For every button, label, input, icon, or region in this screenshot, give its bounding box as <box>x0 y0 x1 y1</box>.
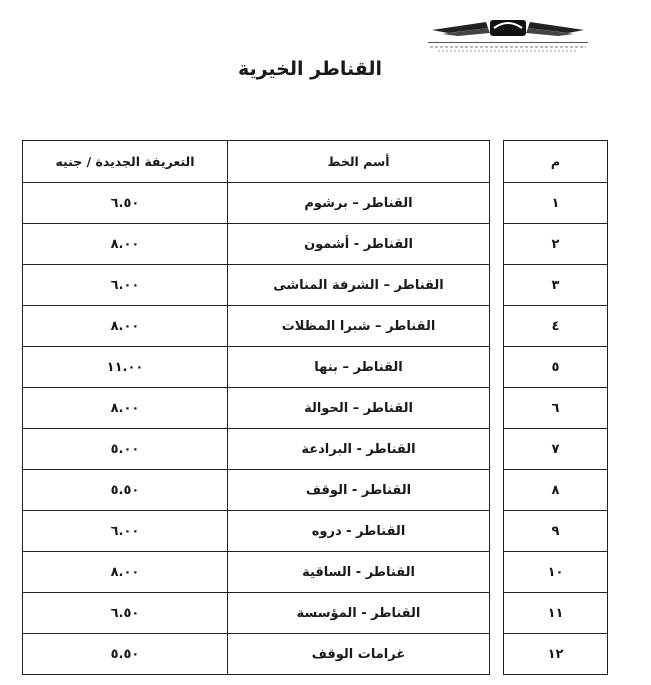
row-fare: ٨.٠٠ <box>23 224 228 265</box>
logo-caption-lines <box>428 42 588 53</box>
row-number: ١١ <box>504 593 608 634</box>
row-fare: ٦.٥٠ <box>23 183 228 224</box>
page-title: القناطر الخيرية <box>237 58 383 80</box>
header-number: م <box>504 141 608 183</box>
fares-table <box>22 140 608 675</box>
column-gap <box>490 429 504 470</box>
column-gap <box>490 306 504 347</box>
row-fare: ٥.٥٠ <box>23 634 228 675</box>
table-header-row <box>23 141 608 183</box>
column-gap <box>490 265 504 306</box>
organization-logo <box>428 16 588 54</box>
column-gap <box>490 183 504 224</box>
table-row <box>23 183 608 224</box>
row-line-name: القناطر - الوقف <box>228 470 490 511</box>
column-gap <box>490 593 504 634</box>
table-row <box>23 429 608 470</box>
table-row <box>23 224 608 265</box>
row-number: ١٢ <box>504 634 608 675</box>
column-gap <box>490 552 504 593</box>
table-row <box>23 265 608 306</box>
column-gap <box>490 470 504 511</box>
row-line-name: القناطر – الحوالة <box>228 388 490 429</box>
row-number: ١ <box>504 183 608 224</box>
table-row <box>23 388 608 429</box>
table-row <box>23 306 608 347</box>
column-gap <box>490 388 504 429</box>
row-number: ٧ <box>504 429 608 470</box>
table-row <box>23 593 608 634</box>
row-fare: ٨.٠٠ <box>23 306 228 347</box>
header-line-name: أسم الخط <box>228 141 490 183</box>
header-fare: التعريفة الجديدة / جنيه <box>23 141 228 183</box>
row-line-name: القناطر – برشوم <box>228 183 490 224</box>
column-gap <box>490 511 504 552</box>
row-number: ٨ <box>504 470 608 511</box>
row-line-name: القناطر – بنها <box>228 347 490 388</box>
table-row <box>23 511 608 552</box>
row-line-name: القناطر – الشرفة المناشى <box>228 265 490 306</box>
column-gap <box>490 224 504 265</box>
row-fare: ٦.٠٠ <box>23 265 228 306</box>
row-number: ٩ <box>504 511 608 552</box>
row-line-name: القناطر - المؤسسة <box>228 593 490 634</box>
column-gap <box>490 347 504 388</box>
row-line-name: غرامات الوقف <box>228 634 490 675</box>
row-line-name: القناطر - دروه <box>228 511 490 552</box>
table-row <box>23 634 608 675</box>
row-number: ٣ <box>504 265 608 306</box>
wings-emblem-icon <box>428 16 588 42</box>
row-fare: ٦.٠٠ <box>23 511 228 552</box>
table-row <box>23 347 608 388</box>
row-number: ٤ <box>504 306 608 347</box>
column-gap <box>490 634 504 675</box>
row-fare: ٨.٠٠ <box>23 388 228 429</box>
row-fare: ٨.٠٠ <box>23 552 228 593</box>
row-line-name: القناطر – شبرا المظلات <box>228 306 490 347</box>
row-line-name: القناطر - أشمون <box>228 224 490 265</box>
row-number: ٦ <box>504 388 608 429</box>
table-row <box>23 552 608 593</box>
table-row <box>23 470 608 511</box>
row-number: ١٠ <box>504 552 608 593</box>
row-fare: ١١.٠٠ <box>23 347 228 388</box>
row-fare: ٥.٥٠ <box>23 470 228 511</box>
row-line-name: القناطر - البرادعة <box>228 429 490 470</box>
row-fare: ٦.٥٠ <box>23 593 228 634</box>
row-fare: ٥.٠٠ <box>23 429 228 470</box>
row-number: ٢ <box>504 224 608 265</box>
row-line-name: القناطر - الساقية <box>228 552 490 593</box>
column-gap <box>490 141 504 183</box>
row-number: ٥ <box>504 347 608 388</box>
